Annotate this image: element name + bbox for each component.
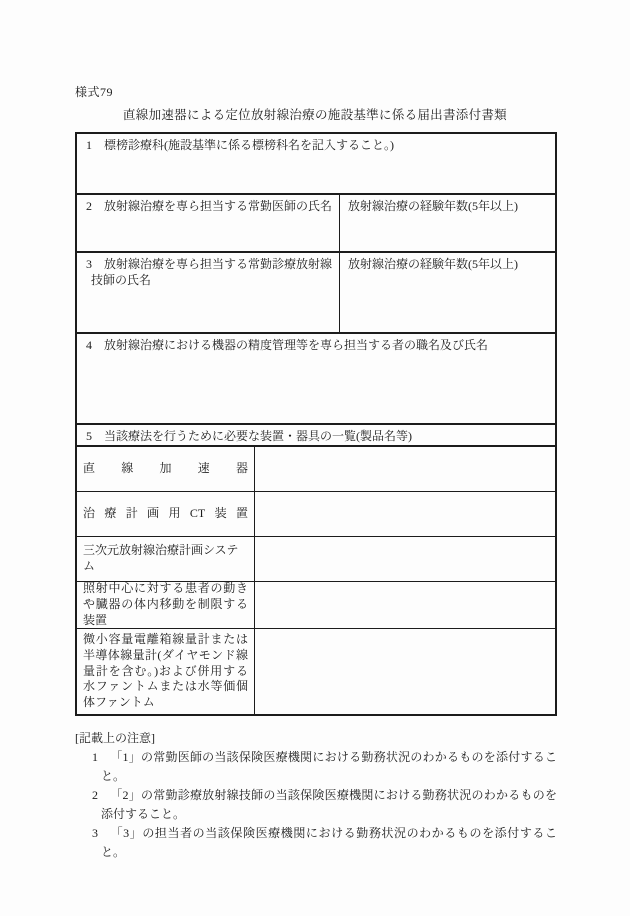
field-5-label: 当該療法を行うために必要な装置・器具の一覧(製品名等) [104, 429, 412, 443]
note-item-1 [92, 748, 557, 786]
equipment-5-label: 微小容量電離箱線量計または半導体線量計(ダイヤモンド線量計を含む。)および併用する水ファントムまたは水等価個体ファントム [83, 632, 248, 710]
equipment-3-label: 三次元放射線治療計画システム [83, 543, 239, 573]
equipment-3-value-area [255, 537, 555, 581]
field-4-label: 放射線治療における機器の精度管理等を専ら担当する者の職名及び氏名 [104, 338, 489, 352]
field-4-number: 4 [86, 338, 92, 352]
field-2-number: 2 [86, 199, 92, 213]
field-1-label: 標榜診療科(施設基準に係る標榜科名を記入すること。) [104, 138, 394, 152]
document-title: 直線加速器による定位放射線治療の施設基準に係る届出書添付書類 [122, 108, 507, 122]
equipment-5-value-area [255, 629, 555, 714]
equipment-1-value-area [255, 447, 555, 491]
equipment-row-linear-accelerator [77, 445, 555, 491]
field-5-label-cell [77, 425, 555, 445]
form-number: 様式79 [75, 85, 114, 99]
equipment-2-label-cell [77, 492, 255, 536]
field-2-label: 放射線治療を専ら担当する常勤医師の氏名 [104, 199, 333, 213]
field-3-label-cell [77, 253, 340, 332]
equipment-4-label: 照射中心に対する患者の動きや臓器の体内移動を制限する装置 [83, 581, 248, 627]
row-fulltime-physician [77, 193, 555, 251]
note-3-text: 「3」の担当者の当該保険医療機関における勤務状況のわかるものを添付すること。 [101, 826, 557, 859]
equipment-4-label-cell [77, 582, 255, 628]
equipment-2-value-area [255, 492, 555, 536]
row-equipment-list-header [77, 423, 555, 445]
field-3-label: 放射線治療を専ら担当する常勤診療放射線技師の氏名 [91, 257, 333, 287]
notes-section [75, 729, 557, 862]
field-2-label-cell [77, 195, 340, 251]
field-1-number: 1 [86, 138, 92, 152]
field-3-experience-cell [340, 253, 555, 332]
row-quality-control-manager [77, 332, 555, 423]
equipment-4-value-area [255, 582, 555, 628]
field-4-label-cell [77, 334, 555, 423]
field-1-label-cell [77, 134, 555, 193]
note-2-text: 「2」の常勤診療放射線技師の当該保険医療機関における勤務状況のわかるものを添付すること。 [101, 788, 557, 821]
row-designated-departments [77, 134, 555, 193]
equipment-row-planning-ct [77, 491, 555, 536]
equipment-1-label: 直線加速器 [83, 461, 248, 476]
equipment-row-dosimeter-phantom [77, 628, 555, 714]
equipment-1-label-cell [77, 447, 255, 491]
notes-heading: [記載上の注意] [75, 731, 155, 745]
field-5-number: 5 [86, 429, 92, 443]
note-2-number: 2 [92, 788, 98, 802]
note-item-3 [92, 824, 557, 862]
equipment-row-3d-planning-system [77, 536, 555, 581]
equipment-3-label-cell [77, 537, 255, 581]
form-table [75, 132, 557, 716]
equipment-2-label: 治療計画用CT装置 [83, 506, 248, 521]
equipment-row-motion-restriction-device [77, 581, 555, 628]
note-3-number: 3 [92, 826, 98, 840]
field-2-experience-label: 放射線治療の経験年数(5年以上) [348, 199, 518, 213]
field-2-experience-cell [340, 195, 555, 251]
field-3-experience-label: 放射線治療の経験年数(5年以上) [348, 257, 518, 271]
note-1-text: 「1」の常勤医師の当該保険医療機関における勤務状況のわかるものを添付すること。 [101, 750, 557, 783]
field-3-number: 3 [86, 257, 92, 271]
equipment-5-label-cell [77, 629, 255, 714]
note-1-number: 1 [92, 750, 98, 764]
note-item-2 [92, 786, 557, 824]
row-fulltime-radiology-technician [77, 251, 555, 332]
